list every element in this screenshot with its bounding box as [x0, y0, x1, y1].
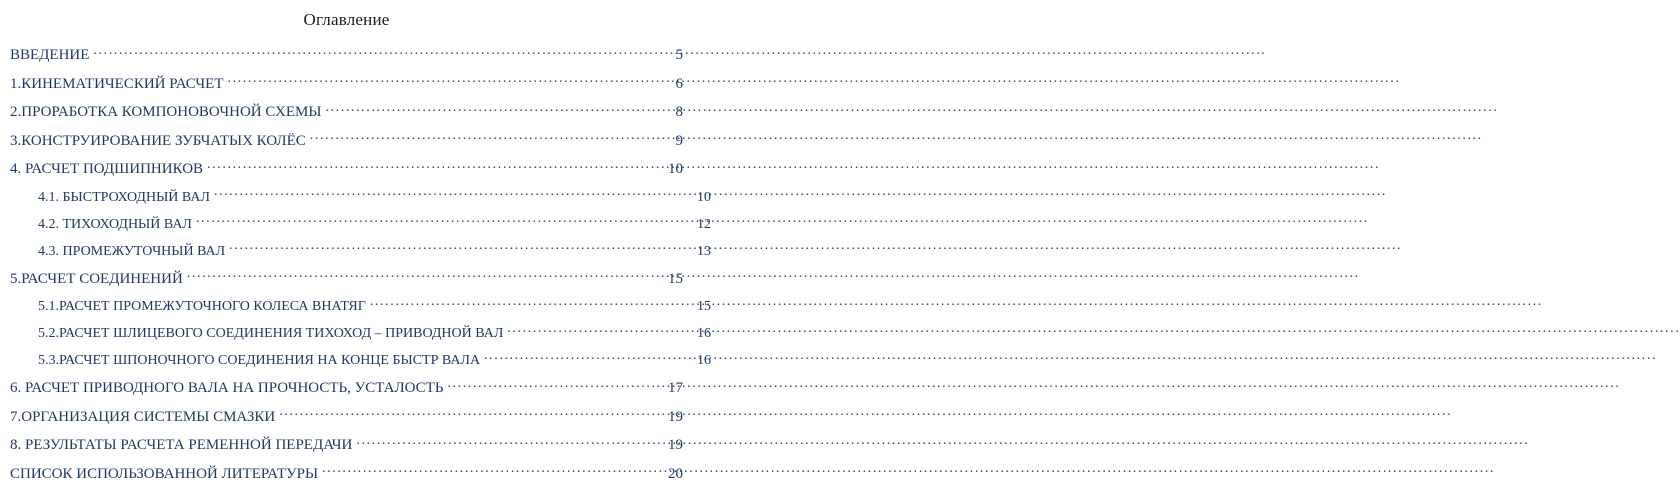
toc-entry-label: ВВЕДЕНИЕ	[10, 47, 90, 63]
toc-entry-page-number: 6	[675, 75, 683, 92]
table-of-contents	[10, 44, 711, 482]
toc-entry[interactable]	[10, 158, 683, 177]
toc-entry-label: 8. РЕЗУЛЬТАТЫ РАСЧЕТА РЕМЕННОЙ ПЕРЕДАЧИ	[10, 437, 353, 453]
toc-entry-page-number: 16	[697, 353, 711, 368]
toc-entry-page-number: 20	[668, 465, 683, 482]
toc-leader-dots	[484, 350, 694, 364]
toc-entry-label: 3.КОНСТРУИРОВАНИЕ ЗУБЧАТЫХ КОЛЁС	[10, 132, 306, 149]
toc-entry-label: 5.1.РАСЧЕТ ПРОМЕЖУТОЧНОГО КОЛЕСА ВНАТЯГ	[38, 299, 366, 314]
toc-leader-dots	[356, 434, 665, 449]
toc-entry-page-number: 19	[668, 408, 683, 425]
toc-entry[interactable]	[10, 268, 683, 287]
toc-entry-page-number: 5	[675, 47, 683, 63]
toc-entry-label: 4.1. БЫСТРОХОДНЫЙ ВАЛ	[38, 189, 210, 205]
toc-leader-dots	[93, 44, 666, 59]
toc-entry[interactable]	[10, 130, 683, 149]
toc-entry-page-number: 8	[675, 104, 683, 120]
toc-entry-label: 4. РАСЧЕТ ПОДШИПНИКОВ	[10, 161, 204, 177]
toc-entry[interactable]	[10, 187, 711, 205]
toc-leader-dots	[507, 323, 694, 337]
toc-leader-dots	[227, 73, 666, 88]
toc-leader-dots	[229, 241, 694, 255]
toc-entry[interactable]	[10, 101, 683, 120]
toc-entry[interactable]	[10, 463, 683, 482]
toc-entry-page-number: 12	[697, 216, 711, 232]
toc-leader-dots	[207, 158, 665, 173]
toc-leader-dots	[214, 187, 694, 201]
toc-entry-page-number: 9	[675, 132, 683, 149]
toc-entry[interactable]	[10, 296, 711, 314]
toc-leader-dots	[325, 101, 666, 116]
document-page	[0, 0, 711, 498]
toc-entry-label: 5.2.РАСЧЕТ ШЛИЦЕВОГО СОЕДИНЕНИЯ ТИХОХОД – ПРИВОДНОЙ ВАЛ	[38, 326, 504, 341]
toc-entry-label: 7.ОРГАНИЗАЦИЯ СИСТЕМЫ СМАЗКИ	[10, 408, 276, 425]
toc-entry[interactable]	[10, 377, 683, 396]
toc-entry-label: 6. РАСЧЕТ ПРИВОДНОГО ВАЛА НА ПРОЧНОСТЬ, УСТАЛОСТЬ	[10, 380, 444, 396]
toc-entry-label: 4.2. ТИХОХОДНЫЙ ВАЛ	[38, 216, 192, 232]
toc-entry[interactable]	[10, 406, 683, 425]
toc-entry[interactable]	[10, 350, 711, 368]
toc-entry-label: 5.РАСЧЕТ СОЕДИНЕНИЙ	[10, 270, 183, 287]
toc-entry[interactable]	[10, 44, 683, 63]
toc-entry-label: СПИСОК ИСПОЛЬЗОВАННОЙ ЛИТЕРАТУРЫ	[10, 465, 319, 482]
toc-entry-label: 2.ПРОРАБОТКА КОМПОНОВОЧНОЙ СХЕМЫ	[10, 104, 322, 120]
toc-leader-dots	[322, 463, 665, 478]
toc-entry-label: 1.КИНЕМАТИЧЕСКИЙ РАСЧЕТ	[10, 75, 224, 92]
toc-leader-dots	[279, 406, 665, 421]
toc-leader-dots	[196, 214, 694, 228]
toc-entry-page-number: 10	[668, 161, 683, 177]
toc-entry-page-number: 10	[697, 189, 711, 205]
toc-entry[interactable]	[10, 73, 683, 92]
toc-entry[interactable]	[10, 241, 711, 259]
toc-entry-page-number: 16	[697, 326, 711, 341]
toc-entry[interactable]	[10, 214, 711, 232]
toc-entry[interactable]	[10, 323, 711, 341]
toc-entry-page-number: 15	[668, 270, 683, 287]
toc-entry-page-number: 13	[697, 243, 711, 259]
toc-entry-label: 5.3.РАСЧЕТ ШПОНОЧНОГО СОЕДИНЕНИЯ НА КОНЦЕ БЫСТР ВАЛА	[38, 353, 481, 368]
toc-entry[interactable]	[10, 434, 683, 453]
toc-entry-page-number: 15	[697, 299, 711, 314]
toc-entry-page-number: 19	[668, 437, 683, 453]
toc-entry-page-number: 17	[668, 380, 683, 396]
toc-leader-dots	[187, 268, 665, 283]
toc-leader-dots	[310, 130, 666, 145]
toc-entry-label: 4.3. ПРОМЕЖУТОЧНЫЙ ВАЛ	[38, 243, 226, 259]
toc-leader-dots	[370, 296, 694, 310]
toc-leader-dots	[447, 377, 665, 392]
page-title: Оглавление	[303, 10, 390, 29]
